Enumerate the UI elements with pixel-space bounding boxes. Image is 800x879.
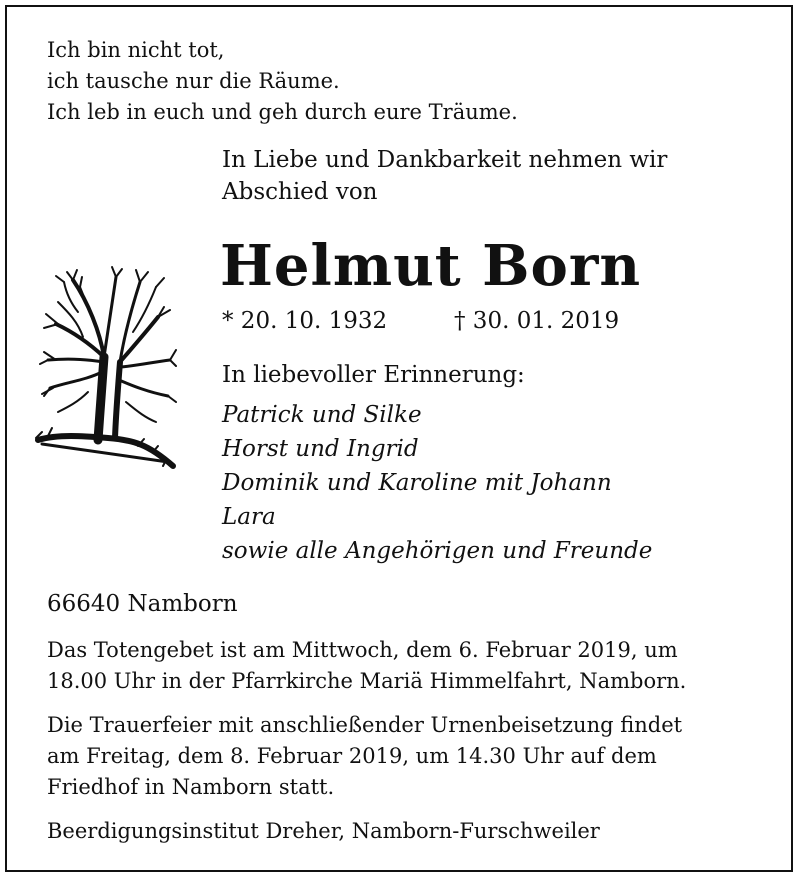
memory-heading: In liebevoller Erinnerung: xyxy=(222,362,525,388)
mourner-2: Horst und Ingrid xyxy=(222,436,419,462)
prayer-line-1: Das Totengebet ist am Mittwoch, dem 6. Februar 2019, um xyxy=(47,638,678,662)
mourner-5: sowie alle Angehörigen und Freunde xyxy=(222,538,653,564)
mourner-1: Patrick und Silke xyxy=(222,402,422,428)
life-dates xyxy=(222,305,642,337)
prayer-line-2: 18.00 Uhr in der Pfarrkirche Mariä Himmelfahrt, Namborn. xyxy=(47,669,687,693)
poem-line-1: Ich bin nicht tot, xyxy=(47,38,225,62)
ceremony-line-3: Friedhof in Namborn statt. xyxy=(47,775,335,799)
tree-illustration-icon xyxy=(28,262,178,472)
death-date: † 30. 01. 2019 xyxy=(454,308,620,334)
ceremony-line-1: Die Trauerfeier mit anschließender Urnenbeisetzung findet xyxy=(47,713,683,737)
poem-line-2: ich tausche nur die Räume. xyxy=(47,69,340,93)
ceremony-line-2: am Freitag, dem 8. Februar 2019, um 14.30 Uhr auf dem xyxy=(47,744,657,768)
mourner-4: Lara xyxy=(222,504,276,530)
intro-line-2: Abschied von xyxy=(222,179,378,205)
place: 66640 Namborn xyxy=(47,591,238,617)
poem-line-3: Ich leb in euch und geh durch eure Träume. xyxy=(47,100,518,124)
mourner-3: Dominik und Karoline mit Johann xyxy=(222,470,612,496)
deceased-name: Helmut Born xyxy=(220,233,642,299)
intro-line-1: In Liebe und Dankbarkeit nehmen wir xyxy=(222,147,668,173)
birth-date: * 20. 10. 1932 xyxy=(222,308,388,334)
funeral-home: Beerdigungsinstitut Dreher, Namborn-Furschweiler xyxy=(47,819,600,843)
